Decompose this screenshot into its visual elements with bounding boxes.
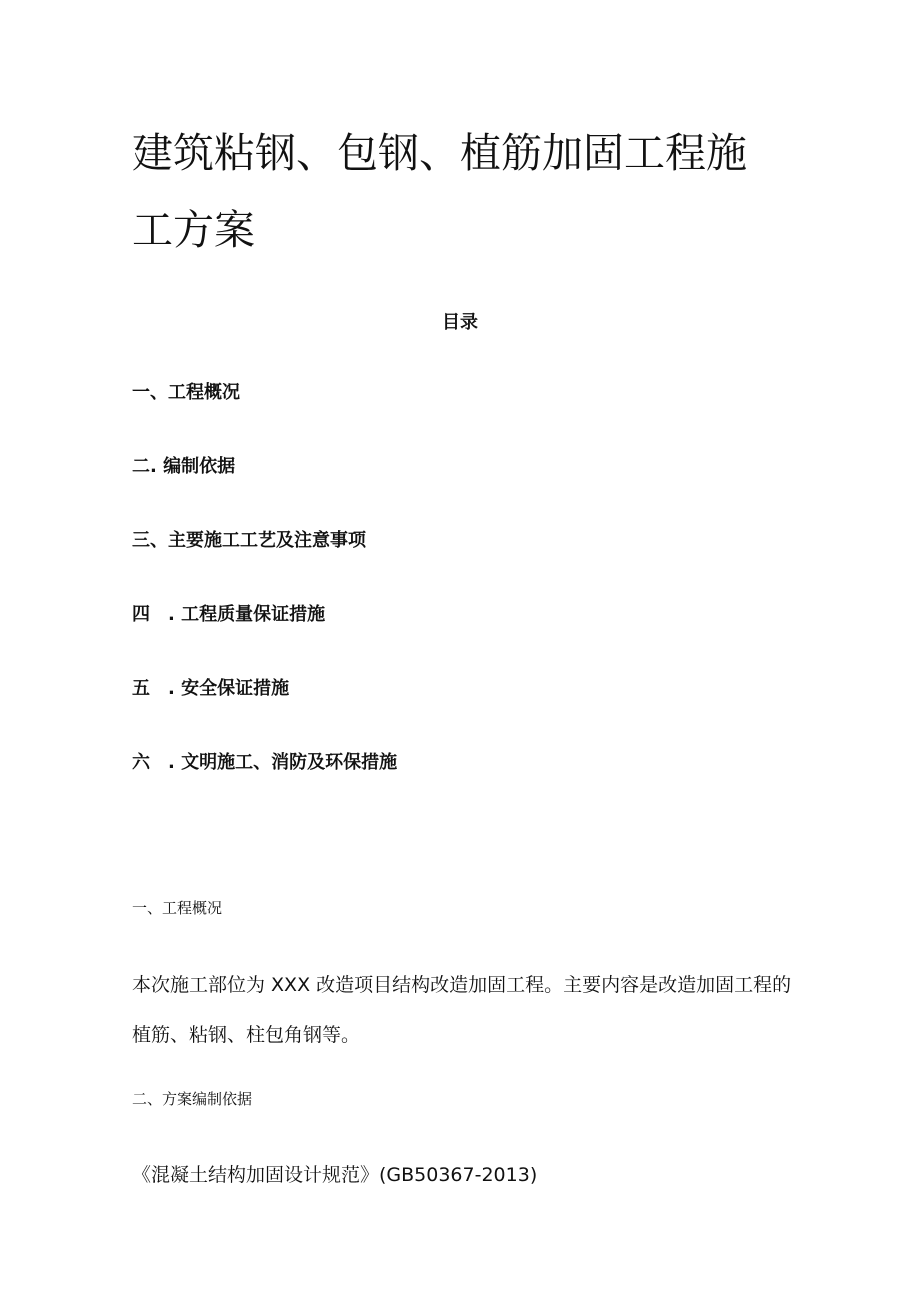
toc-item: 三、主要施工工艺及注意事项: [132, 530, 366, 551]
toc-item: 二. 编制依据: [132, 456, 236, 477]
toc-item: 四 . 工程质量保证措施: [132, 604, 326, 625]
table-of-contents: [132, 380, 397, 824]
section-heading-overview: 一、工程概况: [132, 899, 223, 917]
reference-standard: 《混凝土结构加固设计规范》(GB50367-2013): [132, 1164, 538, 1186]
toc-item: 六 . 文明施工、消防及环保措施: [132, 752, 398, 773]
document-title-line-2: 工方案: [132, 206, 255, 254]
document-title-line-1: 建筑粘钢、包钢、植筋加固工程施: [132, 129, 747, 177]
toc-item: 五 . 安全保证措施: [132, 678, 290, 699]
section-heading-basis: 二、方案编制依据: [132, 1090, 253, 1108]
toc-item: 一、工程概况: [132, 382, 240, 403]
section-overview-body: 本次施工部位为 XXX 改造项目结构改造加固工程。主要内容是改造加固工程的植筋、粘钢、柱包角钢等。: [132, 974, 792, 1046]
toc-heading: 目录: [442, 312, 478, 333]
